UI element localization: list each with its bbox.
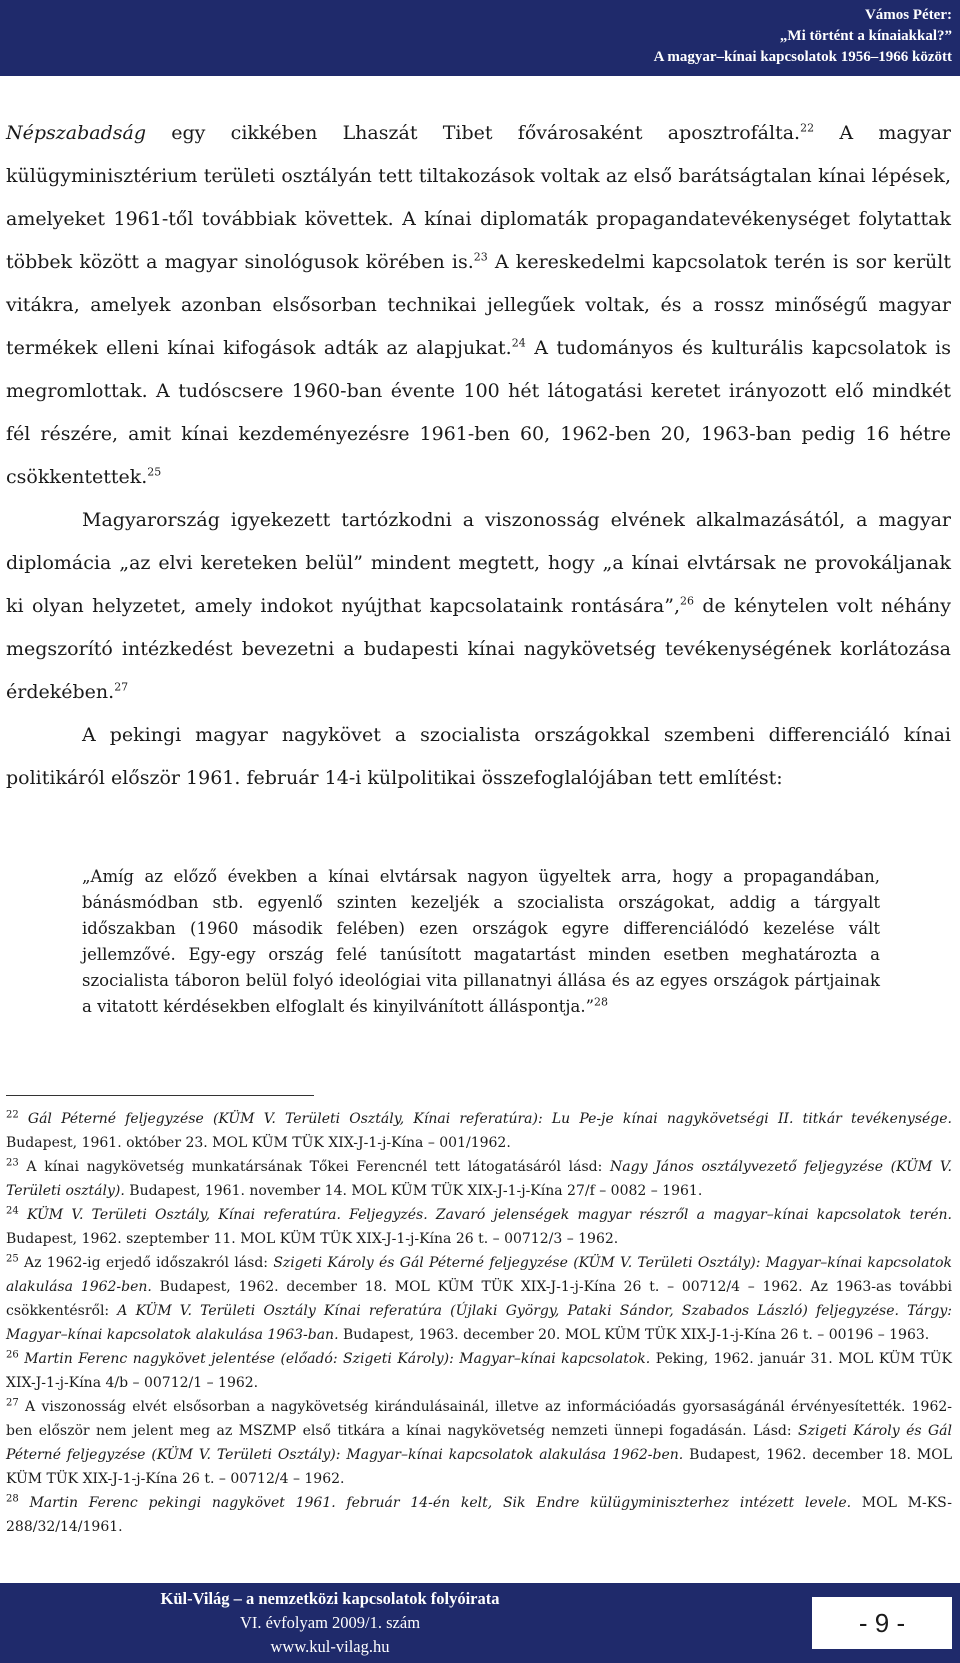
footnote-text: A viszonosság elvét elsősorban a nagykövetség kirándulásainál, illetve az információadás gyorsaságánál érvényesítették. 1962-ben először nem jelent meg az MSZMP első titkára a kínai nagykövetség nemzeti ünnepi fogadásán. Lásd: bbox=[6, 1399, 952, 1439]
p1-text-b: A magyar külügyminisztérium területi osztályán tett tiltakozások voltak az első barátságtalan kínai lépések, amelyeket 1961-től továbbiak követtek. A kínai diplomaták propagandatevékenységet folytattak többek között a magyar sinológusok körében is. bbox=[6, 122, 951, 273]
journal-url[interactable]: www.kul-vilag.hu bbox=[270, 1637, 390, 1656]
footnote-22 bbox=[6, 1107, 952, 1155]
footnote-text: Budapest, 1961. november 14. MOL KÜM TÜK XIX-J-1-j-Kína 27/f – 0082 – 1961. bbox=[124, 1183, 703, 1199]
quote-text: „Amíg az előző években a kínai elvtársak nagyon ügyeltek arra, hogy a propagandában, bánásmódban stb. egyenlő szinten kezeljék a szocialista országokat, addig a tárgyalt időszakban (1960 második felében) ezen országok egyre differenciálódó kezelése vált jellemzővé. Egy-egy ország felé tanúsított magatartást minden esetben meghatározta a szocialista táboron belül folyó ideológiai vita pillanatnyi állása és az egyes országok pártjainak a vitatott kérdésekben elfoglalt és kinyilvánított álláspontja.” bbox=[82, 867, 880, 1016]
footnote-italic: Szigeti Károly és Gál Péterné feljegyzése (KÜM V. Területi Osztály): Magyar–kínai kapcsolatok alakulása 1962-ben. bbox=[6, 1423, 952, 1463]
footnote-number: 26 bbox=[6, 1349, 19, 1361]
p1-text-c: A kereskedelmi kapcsolatok terén is sor került vitákra, amelyek azonban elsősorban technikai jellegűek voltak, és a rossz minőségű magyar termékek elleni kínai kifogások adták az alapjukat. bbox=[6, 251, 951, 359]
header-subtitle: A magyar–kínai kapcsolatok 1956–1966 között bbox=[653, 49, 952, 65]
footnote-ref-28[interactable]: 28 bbox=[594, 995, 609, 1009]
paragraph-1 bbox=[6, 112, 951, 499]
footnote-ref-27[interactable]: 27 bbox=[114, 680, 129, 694]
footnote-text: Budapest, 1963. december 20. MOL KÜM TÜK XIX-J-1-j-Kína 26 t. – 00196 – 1963. bbox=[338, 1327, 930, 1343]
footnote-23 bbox=[6, 1155, 952, 1203]
header-author: Vámos Péter: bbox=[864, 7, 952, 23]
footnote-italic: Martin Ferenc nagykövet jelentése (előadó: Szigeti Károly): Magyar–kínai kapcsolatok. bbox=[18, 1351, 651, 1367]
footnote-ref-26[interactable]: 26 bbox=[680, 594, 694, 608]
footnote-italic: Nagy János osztályvezető feljegyzése (KÜM V. Területi osztály). bbox=[6, 1159, 953, 1199]
footnote-text: Peking, 1962. január 31. MOL KÜM TÜK XIX-J-1-j-Kína 4/b – 00712/1 – 1962. bbox=[6, 1351, 952, 1391]
footnote-ref-22[interactable]: 22 bbox=[800, 121, 815, 135]
newspaper-title: Népszabadság bbox=[6, 122, 147, 144]
footnote-number: 27 bbox=[6, 1397, 19, 1409]
block-quote bbox=[82, 864, 880, 1020]
footnote-text: Budapest, 1962. december 18. MOL KÜM TÜK XIX-J-1-j-Kína 26 t. – 00712/4 – 1962. bbox=[6, 1447, 952, 1487]
journal-info bbox=[0, 1587, 660, 1659]
paragraph-3: A pekingi magyar nagykövet a szocialista országokkal szembeni differenciáló kínai politikáról először 1961. február 14-i külpolitikai összefoglalójában tett említést: bbox=[6, 724, 951, 789]
footnotes bbox=[6, 1107, 952, 1539]
footnote-number: 25 bbox=[6, 1253, 19, 1265]
footnote-24 bbox=[6, 1203, 952, 1251]
footnote-27 bbox=[6, 1395, 952, 1491]
footnote-number: 24 bbox=[6, 1205, 19, 1217]
footnote-number: 23 bbox=[6, 1157, 19, 1169]
footnote-ref-24[interactable]: 24 bbox=[511, 336, 526, 350]
footnote-28 bbox=[6, 1491, 952, 1539]
footnote-italic: Gál Péterné feljegyzése (KÜM V. Területi Osztály, Kínai referatúra): Lu Pe-je kínai nagykövetségi II. titkár tevékenysége. bbox=[27, 1111, 953, 1127]
article-body bbox=[6, 112, 951, 800]
footnote-italic: Szigeti Károly és Gál Péterné feljegyzése (KÜM V. Területi Osztály): Magyar–kínai kapcsolatok alakulása 1962-ben. bbox=[6, 1255, 953, 1295]
footnote-ref-23[interactable]: 23 bbox=[473, 250, 488, 264]
p1-text-d: A tudományos és kulturális kapcsolatok is megromlottak. A tudóscsere 1960-ban évente 100 hét látogatási keretet irányozott elő mindkét fél részére, amit kínai kezdeményezésre 1961-ben 60, 1962-ben 20, 1963-ban pedig 16 hétre csökkentettek. bbox=[6, 337, 951, 488]
paragraph-2 bbox=[6, 499, 951, 714]
footnote-divider bbox=[6, 1095, 314, 1096]
footnote-text: MOL M-KS-288/32/14/1961. bbox=[6, 1495, 952, 1535]
footnote-number: 28 bbox=[6, 1493, 19, 1505]
page-header bbox=[0, 0, 960, 76]
footnote-25 bbox=[6, 1251, 952, 1347]
footnote-text: A kínai nagykövetség munkatársának Tőkei Ferencnél tett látogatásáról lásd: bbox=[18, 1159, 611, 1175]
footnote-text: Az 1962-ig erjedő időszakról lásd: bbox=[18, 1255, 274, 1271]
footnote-26 bbox=[6, 1347, 952, 1395]
journal-name: Kül-Világ – a nemzetközi kapcsolatok folyóirata bbox=[160, 1589, 500, 1608]
page-number: - 9 - bbox=[812, 1597, 952, 1649]
footnote-text: Budapest, 1962. december 18. MOL KÜM TÜK XIX-J-1-j-Kína 26 t. – 00712/4 – 1962. Az 1963-as további csökkentésről: bbox=[6, 1279, 952, 1319]
header-title: „Mi történt a kínaiakkal?” bbox=[779, 28, 952, 44]
footnote-italic: KÜM V. Területi Osztály, Kínai referatúra. Feljegyzés. Zavaró jelenségek magyar részről a magyar–kínai kapcsolatok terén. bbox=[18, 1207, 952, 1223]
footnote-italic: Martin Ferenc pekingi nagykövet 1961. február 14-én kelt, Sik Endre külügyminiszterhez intézett levele. bbox=[18, 1495, 852, 1511]
p1-text-a: egy cikkében Lhaszát Tibet fővárosaként aposztrofálta. bbox=[146, 122, 801, 144]
footnote-ref-25[interactable]: 25 bbox=[147, 465, 162, 479]
journal-issue: VI. évfolyam 2009/1. szám bbox=[239, 1613, 421, 1632]
footnote-number: 22 bbox=[6, 1109, 19, 1121]
footnote-text: Budapest, 1961. október 23. MOL KÜM TÜK XIX-J-1-j-Kína – 001/1962. bbox=[6, 1135, 511, 1151]
footnote-italic: A KÜM V. Területi Osztály Kínai referatúra (Újlaki György, Pataki Sándor, Szabados László) feljegyzése. Tárgy: Magyar–kínai kapcsolatok alakulása 1963-ban. bbox=[6, 1303, 952, 1343]
footnote-text: Budapest, 1962. szeptember 11. MOL KÜM TÜK XIX-J-1-j-Kína 26 t. – 00712/3 – 1962. bbox=[6, 1231, 619, 1247]
p2-text-b: de kénytelen volt néhány megszorító intézkedést bevezetni a budapesti kínai nagykövetség tevékenységének korlátozása érdekében. bbox=[6, 595, 951, 703]
p2-text-a: Magyarország igyekezett tartózkodni a viszonosság elvének alkalmazásától, a magyar diplomácia „az elvi kereteken belül” mindent megtett, hogy „a kínai elvtársak ne provokáljanak ki olyan helyzetet, amely indokot nyújthat kapcsolataink rontására”, bbox=[6, 509, 951, 617]
page-footer bbox=[0, 1583, 960, 1663]
